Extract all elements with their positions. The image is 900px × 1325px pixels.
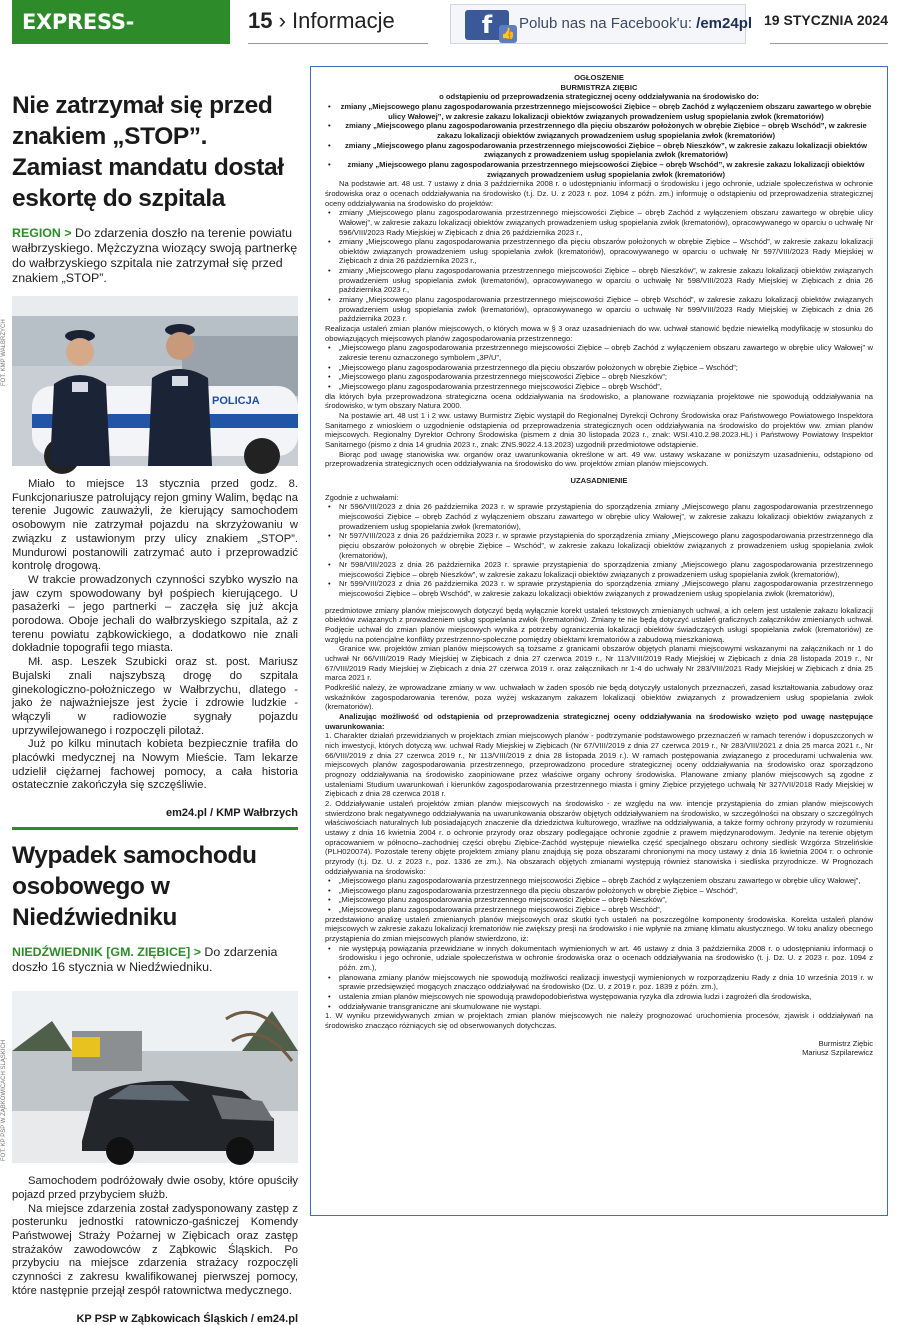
article-police-escort	[1, 90, 298, 830]
like-thumb-icon: 👍	[499, 25, 517, 43]
list-item: • „Miejscowego planu zagospodarowania przestrzennego miejscowości Ziębice – obręb Wschód”,	[325, 905, 873, 915]
list-item: • zmiany „Miejscowego planu zagospodarowania przestrzennego miejscowości Ziębice – obręb Zachód z wyłączeniem obszaru zawartego w obrębie ulicy Wałowej”, w zakresie zakazu lokalizacji obiektów związanych prowadzeniem usług spopielania zwłok (krematoriów), opracowywanego w oparciu o uchwałę Nr 596/VIII/2023 Rady Miejskiej w Ziębicach z dnia 26 października 2023 r.,	[325, 208, 873, 237]
list-item: • zmiany „Miejscowego planu zagospodarowania przestrzennego miejscowości Ziębice – obręb Wschód”, w zakresie zakazu lokalizacji obiektów związanych prowadzeniem usług spopielania zwłok (krematoriów), opracowywanego w oparciu o uchwałę Nr 599/VIII/2023 Rady Miejskiej w Ziębicach z dnia 26 października 2023 r.	[325, 295, 873, 324]
list-item: • planowana zmiany planów miejscowych nie spowodują możliwości realizacji inwestycji wymienionych w rozporządzeniu Rady z dnia 10 września 2019 r. w sprawie przedsięwzięć mogących znacząco oddziaływać na środowisko (Dz. U. z 2019 r. poz. 1839 z późn. zm.),	[325, 973, 873, 992]
spacer	[325, 469, 873, 476]
notice-paragraph: Realizacja ustaleń zmian planów miejscowych, o których mowa w § 3 oraz uzasadnieniach do ww. uchwał stanowić będzie niewielką modyfikację w stosunku do obowiązujących miejscowych planów zagospodarowania przestrzennego:	[325, 324, 873, 343]
facebook-banner[interactable]	[450, 4, 753, 44]
article-separator	[12, 827, 298, 830]
paragraph: Na miejsce zdarzenia został zadysponowany zastęp z posterunku jednostki ratowniczo-gaśniczej Komendy Państwowej Straży Pożarnej w Ziębicach oraz zastęp strażaków zawodowców z Ząbkowic Śląskich. Po przybyciu na miejsce zdarzenia strażacy rozpoczęli czynności z zakresu kwalifikowanej pierwszej pomocy, które następnie przejął zespół ratownictwa medycznego.	[12, 1202, 298, 1297]
paragraph: Miało to miejsce 13 stycznia przed godz. 8. Funkcjonariusze patrolujący rejon gminy Walim, będąc na terenie Jugowic zauważyli, że kierujący samochodem osobowym nie zatrzymał pojazdu na skrzyżowaniu w związku z ustawionym przy ulicy znakiem „STOP”. Mundurowi postanowili zatrzymać auto i przeprowadzić kontrolę drogową.	[12, 478, 298, 573]
issue-date: 19 STYCZNIA 2024	[764, 12, 888, 28]
notice-paragraph: dla których była przeprowadzona strategiczna ocena oddziaływania na środowisko, a planowane rozwiązania projektowe nie spowodują oddziaływania na środowisko, w tym obszary Natura 2000.	[325, 391, 873, 411]
facebook-icon	[465, 10, 515, 40]
car-lettering: POLICJA	[212, 395, 260, 407]
section-name: › Informacje	[278, 8, 395, 33]
region-tag: REGION >	[12, 226, 72, 240]
notice-point: 1. Charakter działań przewidzianych w projektach zmian miejscowych planów - podtrzymanie podstawowego przeznaczeń w ramach terenów i dopuszczonych w nich inwestycji, których dotyczą ww. uchwał Rady Miejskiej w Ziębicach (Nr 67/VIII/2019 z dnia 27 czerwca 2019 r., Nr 283/VIII/2021 z dnia 25 marca 2021 r., Nr 66/VIII/2019 z dnia 27 czerwca 2019 r., Nr 113/VIII/2019 z dnia 28 listopada 2019 r.). W ramach postępowania związanego z procedurami uchwalenia ww. miejscowych planów zagospodarowania przestrzennego, przeprowadzono procedure strategicznej oceny oddziaływania na środowisko oraz sporządzono prognozy oddziaływania na środowisko zaopiniowane przez właściwe organy ochrony środowiska. Planowane zmiany planów miejscowych są zgodne z ustaleniami Studium uwarunkowań i kierunków zagospodarowania przestrzennego miasta i gminy Ziębice przyjętego uchwałą Nr 327/VII/2018 Rady Miejskiej w Ziębicach z dnia 28 czerwca 2018 r.	[325, 731, 873, 799]
accident-photo-image	[12, 991, 298, 1163]
list-item: • zmiany „Miejscowego planu zagospodarowania przestrzennego dla pięciu obszarów położonych w obrębie Ziębice – Wschód”, w zakresie zakazu lokalizacji obiektów związanych prowadzeniem usług spopielania zwłok (krematoriów), opracowywanego w oparciu o uchwałę Nr 597/VIII/2023 Rady Miejskiej w Ziębicach z dnia 26 października 2023 r.,	[325, 237, 873, 266]
article-title[interactable]: Wypadek samochodu osobowego w Niedźwiedniku	[12, 842, 257, 932]
notice-paragraph: Biorąc pod uwagę stanowiska ww. organów oraz uwarunkowania określone w art. 49 ww. ustawy wskazane w poniższym uzasadnieniu, odstąpiono od przeprowadzenia strategicznych ocen oddziaływania na środowisko do ww. projektów zmian planów miejscowych.	[325, 449, 873, 469]
analysis-title: Analizując możliwość od odstąpienia od przeprowadzenia strategicznej oceny oddziaływania na środowisko wzięto pod uwagę następujące uwarunkowania:	[325, 712, 873, 731]
signature-title: Burmistrz Ziębic	[818, 1038, 873, 1048]
spacer	[325, 599, 873, 606]
justification-title: UZASADNIENIE	[570, 475, 628, 485]
list-item: • Nr 598/VIII/2023 z dnia 26 października 2023 r. sprawie przystąpienia do sporządzenia zmiany „Miejscowego planu zagospodarowania przestrzennego miejscowości Ziębice – obręb Nieszków”, w zakresie zakazu lokalizacji obiektów związanych z prowadzeniem usług spopielania zwłok (krematoriów),	[325, 560, 873, 579]
list-item: • „Miejscowego planu zagospodarowania przestrzennego dla pięciu obszarów położonych w obrębie Ziębice – Wschód”,	[325, 886, 873, 896]
article-body	[12, 478, 298, 793]
list-item: • Nr 599/VIII/2023 z dnia 26 października 2023 r. w sprawie przystąpienia do sporządzenia zmiany „Miejscowego planu zagospodarowania przestrzennego miejscowości Ziębice – obręb Wschód”, w zakresie zakazu lokalizacji obiektów związanych z prowadzeniem usług spopielania zwłok (krematoriów),	[325, 579, 873, 598]
notice-subject: o odstąpieniu od przeprowadzenia strategicznej oceny oddziaływania na środowisko do:	[439, 92, 759, 102]
article-title[interactable]: Nie zatrzymał się przed znakiem „STOP”. Zamiast mandatu dostał eskortę do szpitala	[12, 92, 284, 212]
list-item: • ustalenia zmian planów miejscowych nie spowodują prawdopodobieństwa występowania ryzyka dla zdrowia ludzi i zagrożeń dla środowiska,	[325, 992, 873, 1002]
list-item: • Nr 596/VIII/2023 z dnia 26 października 2023 r. w sprawie przystąpienia do sporządzenia zmiany „Miejscowego planu zagospodarowania przestrzennego miejscowości Ziębice – obręb Zachód z wyłączeniem obszaru zawartego w obrębie ulicy Wałowej”, w zakresie zakazu lokalizacji obiektów związanych z prowadzeniem usług spopielania zwłok (krematoriów),	[325, 502, 873, 531]
page-section	[248, 8, 395, 34]
notice-head-list	[325, 102, 873, 179]
header-divider	[248, 43, 428, 44]
site-logo[interactable]: EXPRESS-MIEJSKI.PL	[12, 0, 230, 44]
paragraph: W trakcie prowadzonych czynności szybko wyszło na jaw czym spowodowany był pośpiech kierującego. U pasażerki – jego partnerki – zaczęła się już akcja porodowa. Oboje jechali do wałbrzyskiego szpitala, aż z terenu powiatu ząbkowickiego, a dodatkowo nie znali dokładnie topografii tego miasta.	[12, 573, 298, 655]
notice-list-plans	[325, 343, 873, 391]
notice-paragraph: przedmiotowe zmiany planów miejscowych dotyczyć będą wyłącznie korekt ustaleń tekstowych zmienianych uchwał, a ich celem jest ustalenie zakazu lokalizacji obiektów związanych z prowadzeniem usług spopielania zwłok (krematoriów). Zmiany te nie będą dotyczyć ustaleń graficznych załączników zmienianych uchwał. Podjęcie uchwał do zmian planów miejscowych wynika z potrzeby ograniczenia lokalizacji obiektów świadczących usługi spopielania zwłok (krematoriów) ze względu na potencjalne konflikty przestrzenno-społeczne pomiędzy obiektami krematoriów a zabudową mieszkaniową.	[325, 605, 873, 644]
notice-intro: Na podstawie art. 48 ust. 7 ustawy z dnia 3 października 2008 r. o udostępnianiu informacji o środowisku i jego ochronie, udziale społeczeństwa w ochronie środowiska oraz o ocenach oddziaływania na środowisko (t.j. Dz. U. z 2023 r. poz. 1094 z późn. zm.) informuję o odstąpieniu od przeprowadzenia strategicznej oceny oddziaływania na środowisko do projektów:	[325, 179, 873, 208]
lead-text: Do zdarzenia doszło na terenie powiatu wałbrzyskiego. Mężczyzna wiozący swoją partnerkę do wałbrzyskiego szpitala nie zatrzymał się przed znakiem „STOP”.	[12, 226, 298, 285]
facebook-handle: /em24pl	[696, 15, 753, 32]
header-divider-right	[770, 43, 888, 44]
notice-paragraph: Granice ww. projektów zmian planów miejscowych są tożsame z granicami obszarów objętych planami miejscowymi wskazanymi na załącznikach nr 1 do uchwał Nr 66/VIII/2019 Rady Miejskiej w Ziębicach z dnia 27 czerwca 2019 r., Nr 113/VIII/2019 Rady Miejskiej w Ziębicach z dnia 28 listopada 2019 r., Nr 67/VIII/2019 Rady Miejskiej w Ziębicach z dnia 27 czerwca 2019 r. oraz załącznikach nr 1-4 do uchwały Nr 283/VIII/2021 Rady Miejskiej w Ziębicach z dnia 25 marca 2021 r.	[325, 644, 873, 683]
police-photo	[1, 296, 298, 466]
notice-title: OGŁOSZENIE	[574, 73, 624, 82]
article-car-accident	[1, 840, 298, 1325]
page-number: 15	[248, 8, 273, 33]
notice-list-forecasts	[325, 876, 873, 915]
justification-intro: Zgodnie z uchwałami:	[325, 492, 399, 502]
notice-paragraph: Na postawie art. 48 ust 1 i 2 ww. ustawy Burmistrz Ziębic wystąpił do Regionalnej Dyrekcji Ochrony Środowiska oraz Państwowego Powiatowego Inspektora Sanitarnego z wnioskiem o uzgodnienie odstąpienia od przeprowadzenia strategicznych ocen oddziaływania na środowisko do projektów ww. zmian planów miejscowych. Regionalny Dyrektor Ochrony Środowiska (pismem z dnia 30 listopada 2023 r., znak: WSI.410.2.98.2023.HL) i Państwowy Powiatowy Inspektor Sanitarnego (pismo z dnia 14 grudnia 2023 r., znak: ZNS.9022.4.13.2023) uzgodnili przedmiotowe odstąpienie.	[325, 410, 873, 449]
list-item: • zmiany „Miejscowego planu zagospodarowania przestrzennego miejscowości Ziębice – obręb Nieszków”, w zakresie zakazu lokalizacji obiektów związanych prowadzeniem usług spopielania zwłok (krematoriów), opracowywanego w oparciu o uchwałę Nr 598/VIII/2023 Rady Miejskiej w Ziębicach z dnia 26 października 2023 r.,	[325, 266, 873, 295]
list-item: • nie występują powiązania przewidziane w innych dokumentach wymienionych w art. 46 ustawy z dnia 3 października 2008 r. o udostępnianiu informacji o środowisku i jego ochronie, udziale społeczeństwa w ochronie środowiska oraz o ocenach oddziaływania na środowisko (t. j. Dz. U. z 2023 r. poz. 1094 z późn. zm.),	[325, 944, 873, 973]
list-item: • „Miejscowego planu zagospodarowania przestrzennego miejscowości Ziębice – obręb Nieszków”,	[325, 895, 873, 905]
notice-point: 2. Oddziaływanie ustaleń projektów zmian planów miejscowych na środowisko - ze względu na ww. intencje przystąpienia do zmian planów miejscowych stwierdzono brak negatywnego oddziaływania na uwarunkowania obszarów objętych oddziaływaniem na środowisko, w szczególności na obszary o szczególnych właściwościach naturalnych lub posiadających znaczenie dla dziedzictwa kulturowego, wrażliwe na oddziaływania, a także formy ochrony przyrody w rozumieniu ustawy z dnia 16 kwietnia 2004 r. o ochronie przyrody oraz obszary podlegające ochronie zgodnie z prawem międzynarodowym. Jedynie na terenie objętym opracowaniem w północno–zachodniej części obrębu Ziębice-Zachód występuje niewielka część specjalnego obszaru ochrony siedlisk Wzgórza Strzelińskie (PLH020074). Pozostałe tereny objęte projektem zmiany planu znajdują się poza obszarami chronionymi na mocy ustawy z dnia 16 kwietnia 2004 r. o ochronie przyrody (t.j. Dz. U. z 2023 r., poz. 1336 ze zm.). Na obszarach objętych zmianami występują również stanowiska i siedliska przyrodnicze. W Prognozach oddziaływania na środowisko:	[325, 798, 873, 876]
notice-paragraph: Podkreślić należy, że wprowadzane zmiany w ww. uchwałach w żaden sposób nie będą dotyczyły ustalonych przeznaczeń, zasad kształtowania zabudowy oraz wskaźników zagospodarowania terenów, poza wyżej wskazanym zakazem lokalizacji obiektów związanych z prowadzeniem usług spopielania zwłok (krematoriów).	[325, 683, 873, 712]
facebook-label: Polub nas na Facebook'u:	[519, 15, 692, 32]
official-notice	[310, 66, 888, 1216]
notice-paragraph: 1. W wyniku przewidywanych zmian w projektach zmian planów miejscowych nie należy prognozować uruchomienia procesów, zjawisk i oddziaływań na środowisko znacząco różniących się od obserwowanych dotychczas.	[325, 1011, 873, 1030]
signature-name: Mariusz Szpilarewicz	[802, 1048, 873, 1058]
photo-credit: FOT. KP PSP W ZĄBKOWICACH ŚLĄSKICH	[1, 1040, 7, 1162]
notice-paragraph: przedstawiono analizę ustaleń zmienianych planów miejscowych oraz skutki tych ustaleń na poszczególne komponenty środowiska. Korekta ustaleń planów miejscowych w zakresie zakazu lokalizacji krematoriów nie zwiększy presji na środowisko i nie wpłynie na zmianę klimatu akustycznego. W toku analizy obecnego przystąpienia do zmian miejscowych planów stwierdzono, iż:	[325, 914, 873, 944]
paragraph: Mł. asp. Leszek Szubicki oraz st. post. Mariusz Bujalski znali najszybszą drogę do szpitala ginekologiczno-położniczego w Wałbrzychu, dlatego - jako że najważniejsze jest życie i zdrowie ludzkie - włączyli w radiowozie sygnały pojazdu uprzywilejowanego i rozpoczęli pilotaż.	[12, 656, 298, 737]
article-lead	[12, 226, 298, 286]
paragraph: Już po kilku minutach kobieta bezpiecznie trafiła do placówki medycznej na Nowym Mieście. Tam lekarze udzielił ciężarnej fachowej pomocy, a cała historia ostatecznie zakończyła się szczęśliwie.	[12, 738, 298, 792]
list-item: • „Miejscowego planu zagospodarowania przestrzennego miejscowości Ziębice – obręb Zachód z wyłączeniem obszaru zawartego w obrębie ulicy Wałowej”,	[325, 876, 873, 886]
list-item: • „Miejscowego planu zagospodarowania przestrzennego miejscowości Ziębice – obręb Wschód”,	[325, 382, 873, 392]
notice-list-projects	[325, 208, 873, 324]
facebook-text	[519, 15, 752, 32]
notice-list-resolutions	[325, 502, 873, 599]
notice-signature	[325, 1039, 873, 1058]
list-item: • zmiany „Miejscowego planu zagospodarowania przestrzennego dla pięciu obszarów położonych w obrębie Ziębice – obręb Wschód”, w zakresie zakazu lokalizacji obiektów związanych prowadzeniem usług spopielania zwłok (krematoriów)	[325, 121, 873, 140]
list-item: • „Miejscowego planu zagospodarowania przestrzennego miejscowości Ziębice – obręb Nieszków”;	[325, 372, 873, 382]
lead-text: Do zdarzenia doszło 16 stycznia w Niedźwiedniku.	[12, 945, 278, 975]
notice-issuer: BURMISTRZA ZIĘBIC	[560, 82, 638, 92]
notice-list-findings	[325, 944, 873, 1012]
list-item: • „Miejscowego planu zagospodarowania przestrzennego miejscowości Ziębice – obręb Zachód z wyłączeniem obszaru zawartego w obrębie ulicy Wałowej” w zakresie terenu oznaczonego symbolem „3P/U”,	[325, 343, 873, 362]
list-item: • Nr 597/VIII/2023 z dnia 26 października 2023 r. w sprawie przystąpienia do sporządzenia zmiany „Miejscowego planu zagospodarowania przestrzennego dla pięciu obszarów położonych w obrębie Ziębice – Wschód”, w zakresie zakazu lokalizacji obiektów związanych z prowadzeniem usług spopielania zwłok (krematoriów),	[325, 531, 873, 560]
list-item: • zmiany „Miejscowego planu zagospodarowania przestrzennego miejscowości Ziębice – obręb Nieszków”, w zakresie zakazu lokalizacji obiektów związanych z prowadzeniem usług spopielania zwłok (krematoriów)	[325, 141, 873, 160]
region-tag: NIEDŹWIEDNIK [GM. ZIĘBICE] >	[12, 945, 201, 960]
list-item: • zmiany „Miejscowego planu zagospodarowania przestrzennego miejscowości Ziębice – obręb Wschód”, w zakresie zakazu lokalizacji obiektów związanych prowadzeniem usług spopielania zwłok (krematoriów)	[325, 160, 873, 179]
article-signature: KP PSP w Ząbkowicach Śląskich / em24.pl	[76, 1312, 298, 1325]
accident-photo	[1, 991, 298, 1163]
article-signature: em24.pl / KMP Wałbrzych	[165, 807, 298, 820]
police-photo-image	[12, 296, 298, 466]
photo-credit: FOT. KMP WAŁBRZYCH	[1, 319, 7, 386]
list-item: • oddziaływanie transgraniczne ani skumulowane nie wystąpi.	[325, 1002, 873, 1012]
spacer	[325, 486, 873, 493]
paragraph: Samochodem podróżowały dwie osoby, które opuściły pojazd przed przybyciem służb.	[12, 1175, 298, 1201]
left-column	[1, 60, 298, 1325]
article-body	[12, 1175, 298, 1298]
list-item: • zmiany „Miejscowego planu zagospodarowania przestrzennego miejscowości Ziębice – obręb Zachód z wyłączeniem obszaru zawartego w obrębie ulicy Wałowej”, w zakresie zakazu lokalizacji obiektów związanych prowadzeniem usług spopielania zwłok (krematoriów)	[325, 102, 873, 121]
facebook-icon-letter: f	[481, 11, 493, 39]
article-lead	[12, 945, 298, 975]
list-item: • „Miejscowego planu zagospodarowania przestrzennego dla pięciu obszarów położonych w obrębie Ziębice – Wschód”;	[325, 363, 873, 373]
